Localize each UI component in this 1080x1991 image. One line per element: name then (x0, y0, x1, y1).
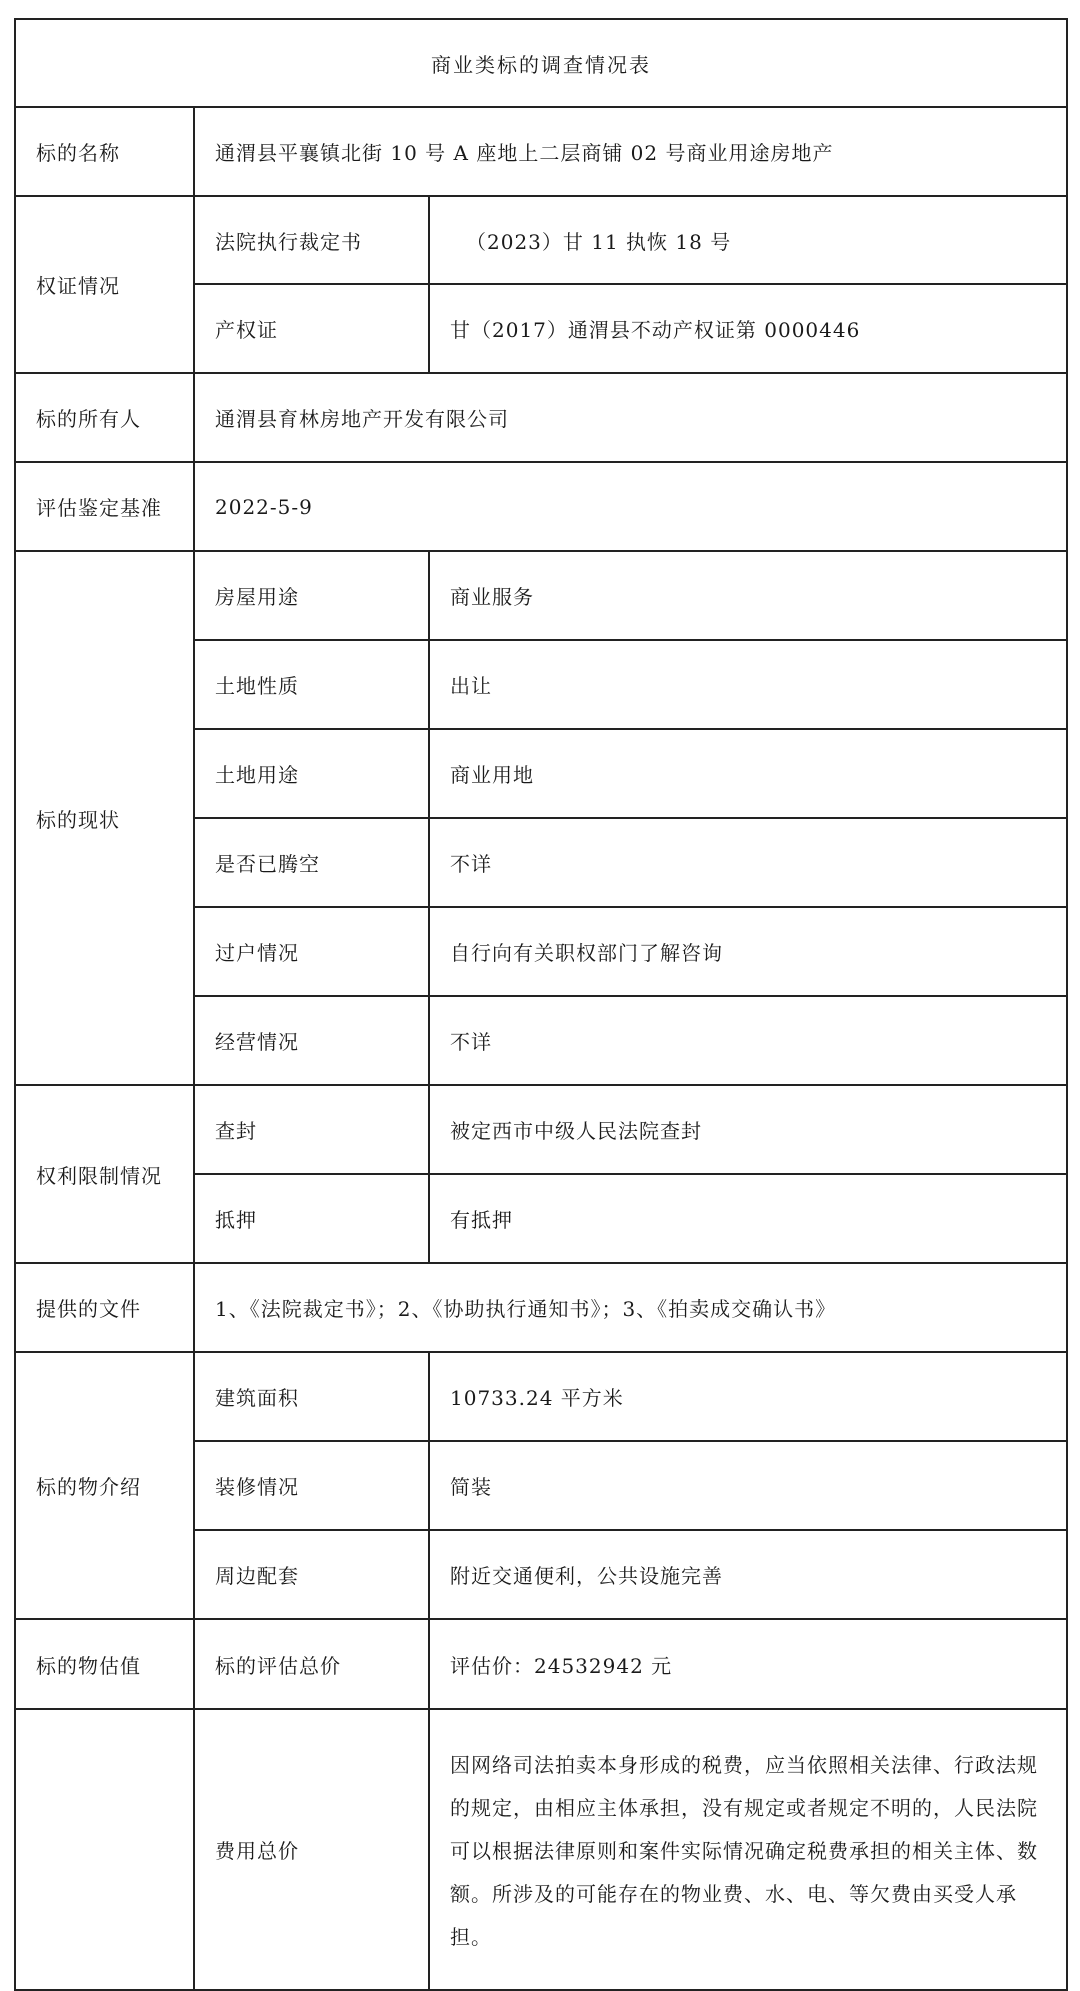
value-surroundings: 附近交通便利，公共设施完善 (429, 1530, 1067, 1619)
value-valuation: 评估价：24532942 元 (429, 1619, 1067, 1709)
label-rights: 权证情况 (15, 196, 194, 373)
label-status: 标的现状 (15, 551, 194, 1085)
label-name: 标的名称 (15, 107, 194, 196)
sublabel-operation: 经营情况 (194, 996, 429, 1085)
value-ruling: （2023）甘 11 执恢 18 号 (429, 196, 1067, 284)
value-documents: 1、《法院裁定书》；2、《协助执行通知书》；3、《拍卖成交确认书》 (194, 1263, 1067, 1352)
sublabel-fees: 费用总价 (194, 1709, 429, 1990)
label-valuation: 标的物估值 (15, 1619, 194, 1709)
value-land-nature: 出让 (429, 640, 1067, 729)
value-vacated: 不详 (429, 818, 1067, 907)
sublabel-surroundings: 周边配套 (194, 1530, 429, 1619)
row-fees (15, 1709, 1067, 1990)
value-owner: 通渭县育林房地产开发有限公司 (194, 373, 1067, 462)
sublabel-vacated: 是否已腾空 (194, 818, 429, 907)
value-decoration: 简装 (429, 1441, 1067, 1530)
sublabel-land-use: 土地用途 (194, 729, 429, 818)
label-owner: 标的所有人 (15, 373, 194, 462)
row-status-1 (15, 551, 1067, 640)
value-basis: 2022-5-9 (194, 462, 1067, 551)
label-fees-empty (15, 1709, 194, 1990)
sublabel-mortgage: 抵押 (194, 1174, 429, 1263)
row-intro-1 (15, 1352, 1067, 1441)
label-documents: 提供的文件 (15, 1263, 194, 1352)
sublabel-ruling: 法院执行裁定书 (194, 196, 429, 284)
row-valuation (15, 1619, 1067, 1709)
sublabel-certificate: 产权证 (194, 284, 429, 373)
value-certificate: 甘（2017）通渭县不动产权证第 0000446 (429, 284, 1067, 373)
value-house-use: 商业服务 (429, 551, 1067, 640)
row-restrictions-1 (15, 1085, 1067, 1174)
sublabel-seizure: 查封 (194, 1085, 429, 1174)
value-seizure: 被定西市中级人民法院查封 (429, 1085, 1067, 1174)
sublabel-total-appraisal: 标的评估总价 (194, 1619, 429, 1709)
row-name (15, 107, 1067, 196)
table-title: 商业类标的调查情况表 (15, 19, 1067, 107)
survey-document (14, 18, 1066, 1991)
row-rights-1 (15, 196, 1067, 284)
value-area: 10733.24 平方米 (429, 1352, 1067, 1441)
row-owner (15, 373, 1067, 462)
row-basis (15, 462, 1067, 551)
sublabel-area: 建筑面积 (194, 1352, 429, 1441)
value-fees: 因网络司法拍卖本身形成的税费，应当依照相关法律、行政法规的规定，由相应主体承担，没有规定或者规定不明的，人民法院可以根据法律原则和案件实际情况确定税费承担的相关主体、数额。所涉及的可能存在的物业费、水、电、等欠费由买受人承担。 (429, 1709, 1067, 1990)
title-row (15, 19, 1067, 107)
label-restrictions: 权利限制情况 (15, 1085, 194, 1263)
sublabel-transfer: 过户情况 (194, 907, 429, 996)
sublabel-land-nature: 土地性质 (194, 640, 429, 729)
value-land-use: 商业用地 (429, 729, 1067, 818)
value-name: 通渭县平襄镇北街 10 号 A 座地上二层商铺 02 号商业用途房地产 (194, 107, 1067, 196)
value-operation: 不详 (429, 996, 1067, 1085)
label-intro: 标的物介绍 (15, 1352, 194, 1619)
label-basis: 评估鉴定基准 (15, 462, 194, 551)
sublabel-house-use: 房屋用途 (194, 551, 429, 640)
row-documents (15, 1263, 1067, 1352)
value-mortgage: 有抵押 (429, 1174, 1067, 1263)
sublabel-decoration: 装修情况 (194, 1441, 429, 1530)
survey-table (14, 18, 1068, 1991)
value-transfer: 自行向有关职权部门了解咨询 (429, 907, 1067, 996)
